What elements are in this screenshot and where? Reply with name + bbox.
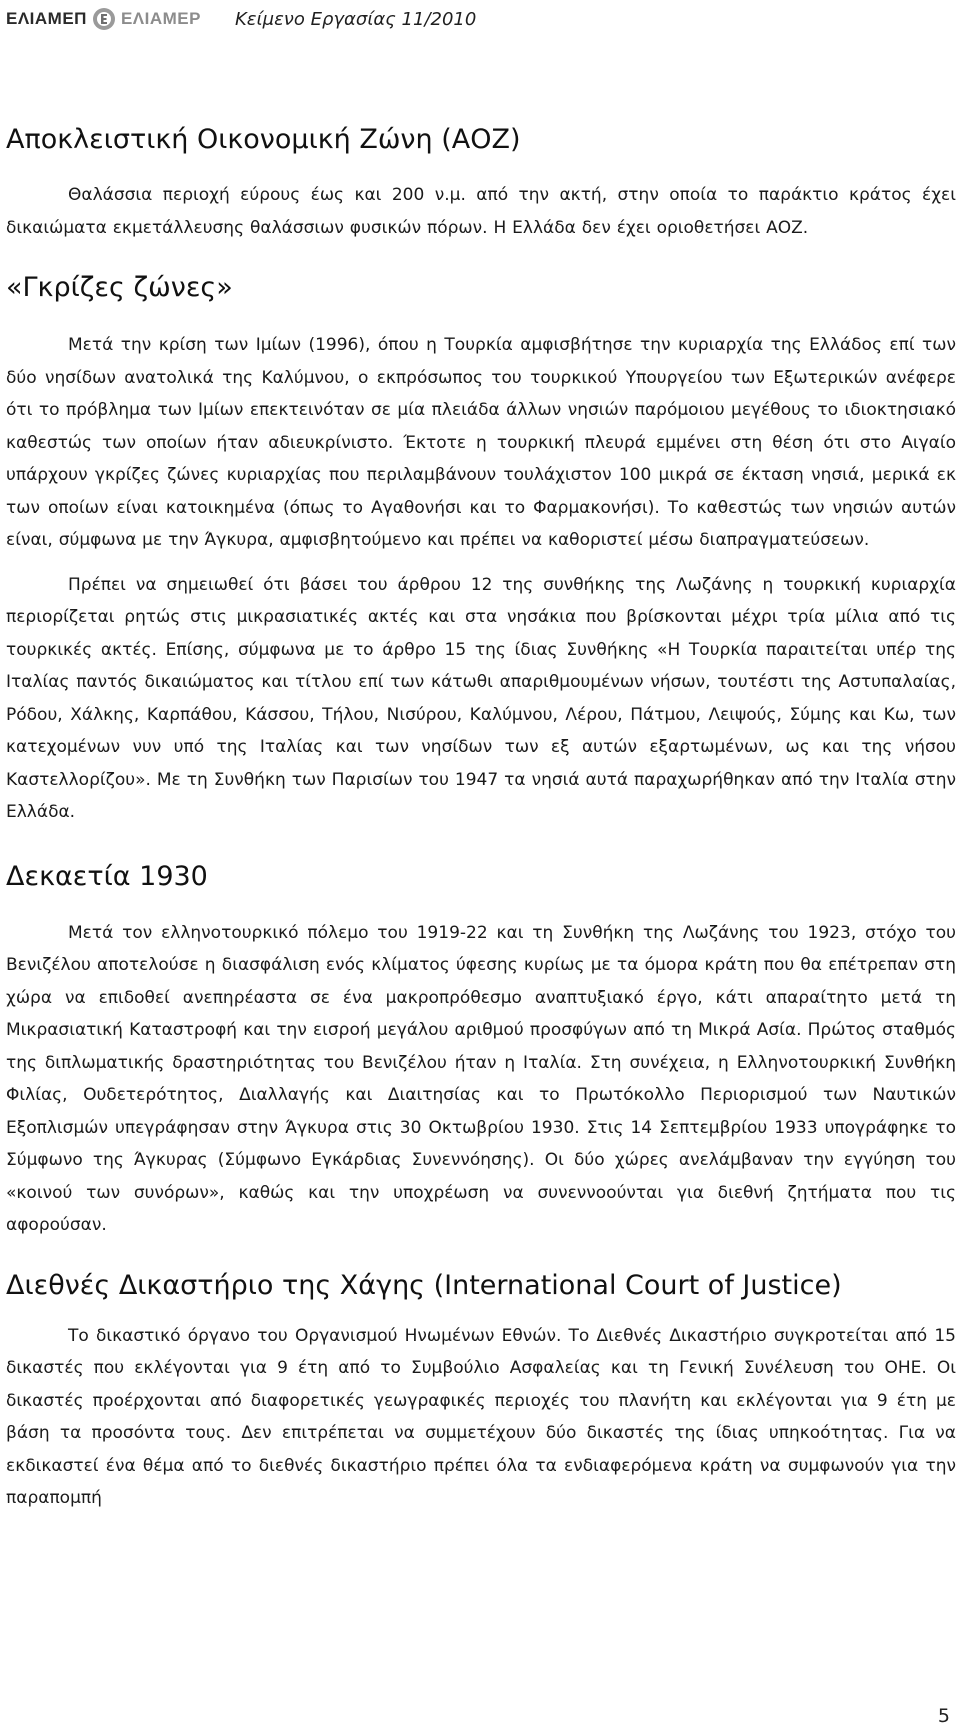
paragraph-icj: Το δικαστικό όργανο του Οργανισμού Ηνωμένων Εθνών. Το Διεθνές Δικαστήριο συγκροτείται από 15 δικαστές που εκλέγονται για 9 έτη από το Συμβούλιο Ασφαλείας και τη Γενική Συνέλευση του ΟΗΕ. Οι δικαστές προέρχονται από διαφορετικές γεωγραφικές περιοχές του πλανήτη και εκλέγονται για 9 έτη με βάση τα προσόντα τους. Δεν επιτρέπεται να συμμετέχουν δύο δικαστές της ίδιας υπηκοότητας. Για να εκδικαστεί ένα θέμα από το διεθνές δικαστήριο πρέπει όλα τα ενδιαφερόμενα κράτη να συμφωνούν για την παραπομπή	[6, 1325, 956, 1508]
logo-text-left: ΕΛΙΑΜΕΠ	[6, 9, 87, 28]
section-title-icj: Διεθνές Δικαστήριο της Χάγης (International Court of Justice)	[6, 1269, 842, 1301]
page-header	[6, 4, 476, 34]
page-number: 5	[937, 1705, 950, 1727]
logo-text-right: ΕΛΙΑΜΕΡ	[120, 9, 201, 28]
section-title-decade-1930: Δεκαετία 1930	[6, 860, 208, 892]
paragraph-grey-zones-2: Πρέπει να σημειωθεί ότι βάσει του άρθρου 12 της συνθήκης της Λωζάνης η τουρκική κυριαρχία περιορίζεται ρητώς στις μικρασιατικές ακτές και στα νησάκια που βρίσκονται μέχρι τρία μίλια από τις τουρκικές ακτές. Επίσης, σύμφωνα με το άρθρο 15 της ίδιας Συνθήκης «Η Τουρκία παραιτείται υπέρ της Ιταλίας παντός δικαιώματος και τίτλου επί των κάτωθι απαριθμουμένων νήσων, τουτέστι της Αστυπαλαίας, Ρόδου, Χάλκης, Καρπάθου, Κάσσου, Τήλου, Νισύρου, Καλύμνου, Λέρου, Πάτμου, Λειψούς, Σύμης και Κω, των κατεχομένων νυν υπό της Ιταλίας και των νησίδων των εξ αυτών εξαρτωμένων, ως και της νήσου Καστελλορίζου». Με τη Συνθήκη των Παρισίων του 1947 τα νησιά αυτά παραχωρήθηκαν από την Ιταλία στην Ελλάδα.	[6, 574, 956, 822]
paragraph-aoz: Θαλάσσια περιοχή εύρους έως και 200 ν.μ. από την ακτή, στην οποία το παράκτιο κράτος έχει δικαιώματα εκμετάλλευσης θαλάσσιων φυσικών πόρων. Η Ελλάδα δεν έχει οριοθετήσει ΑΟΖ.	[6, 185, 956, 238]
section-title-grey-zones: «Γκρίζες ζώνες»	[6, 272, 233, 303]
section-title-aoz: Αποκλειστική Οικονομική Ζώνη (ΑΟΖ)	[6, 124, 521, 155]
paragraph-decade-1930: Μετά τον ελληνοτουρκικό πόλεμο του 1919-22 και τη Συνθήκη της Λωζάνης του 1923, στόχο του Βενιζέλου αποτελούσε η διασφάλιση ενός κλίματος ύφεσης κυρίως με τα όμορα κράτη που θα επέτρεπαν στη χώρα να επιδοθεί ανεπηρέαστα σε ένα μακροπρόθεσμο αναπτυξιακό έργο, κάτι απαραίτητο μετά τη Μικρασιατική Καταστροφή και την εισροή μεγάλου αριθμού προσφύγων από τη Μικρά Ασία. Πρώτος σταθμός της διπλωματικής δραστηριότητας του Βενιζέλου ήταν η Ιταλία. Στη συνέχεια, η Ελληνοτουρκική Συνθήκη Φιλίας, Ουδετερότητος, Διαλλαγής και Διαιτησίας και το Πρωτόκολλο Περιορισμού των Ναυτικών Εξοπλισμών υπεγράφησαν στην Άγκυρα στις 30 Οκτωβρίου 1930. Στις 14 Σεπτεμβρίου 1933 υπογράφηκε το Σύμφωνο της Άγκυρας (Σύμφωνο Εγκάρδιας Συνεννόησης). Οι δύο χώρες ανελάμβαναν την εγγύηση του «κοινού των συνόρων», καθώς και την υποχρέωση να συνεννοούνται για διεθνή ζητήματα που τις αφορούσαν.	[6, 922, 956, 1235]
document-body	[6, 122, 956, 1515]
document-title: Κείμενο Εργασίας 11/2010	[235, 8, 477, 30]
eliamep-logo	[6, 7, 201, 31]
logo-emblem-icon	[92, 7, 116, 31]
paragraph-grey-zones-1: Μετά την κρίση των Ιμίων (1996), όπου η Τουρκία αμφισβήτησε την κυριαρχία της Ελλάδος επί των δύο νησίδων ανατολικά της Καλύμνου, ο εκπρόσωπος του τουρκικού Υπουργείου των Εξωτερικών ανέφερε ότι το πρόβλημα των Ιμίων επεκτεινόταν σε μία πλειάδα άλλων νησιών παρόμοιου μεγέθους το ιδιοκτησιακό καθεστώς των οποίων ήταν αδιευκρίνιστο. Έκτοτε η τουρκική πλευρά εμμένει στη θέση ότι στο Αιγαίο υπάρχουν γκρίζες ζώνες κυριαρχίας που περιλαμβάνουν τουλάχιστον 100 μικρά σε έκταση νησιά, μερικά εκ των οποίων είναι κατοικημένα (όπως το Αγαθονήσι και το Φαρμακονήσι). Το καθεστώς των νησιών αυτών είναι, σύμφωνα με την Άγκυρα, αμφισβητούμενο και πρέπει να καθοριστεί μέσω διαπραγματεύσεων.	[6, 335, 956, 550]
